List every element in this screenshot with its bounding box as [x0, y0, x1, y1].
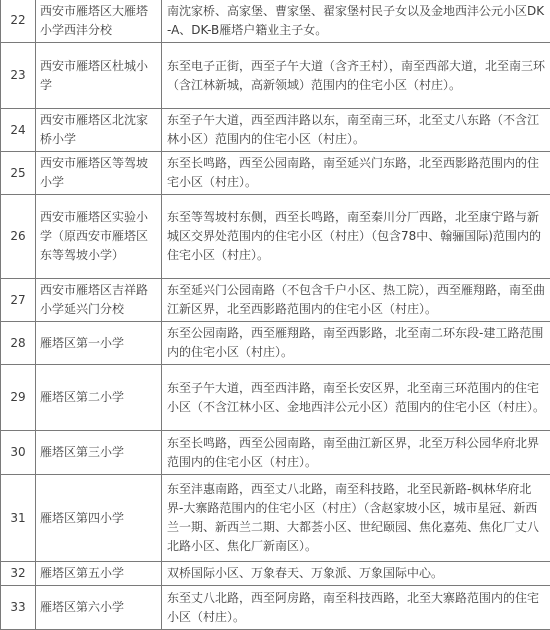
admission-area: 双桥国际小区、万象春天、万象派、万象国际中心。 [162, 562, 550, 586]
row-number: 31 [1, 475, 36, 562]
table-row [1, 562, 550, 586]
admission-area: 东至子午大道，西至西沣路以东，南至南三环，北至丈八东路（不含江林小区）范围内的住宅小区（村庄）。 [162, 109, 550, 152]
admission-area: 东至等驾坡村东侧，西至长鸣路，南至秦川分厂西路，北至康宁路与新城区交界处范围内的住宅小区（村庄）（包含78中、翰骊国际)范围内的住宅小区（村庄）。 [162, 195, 550, 279]
school-name: 西安市雁塔区等驾坡小学 [36, 152, 162, 195]
table-row [1, 43, 550, 109]
school-name: 雁塔区第三小学 [36, 431, 162, 475]
table-row [1, 0, 550, 43]
school-name: 雁塔区第一小学 [36, 322, 162, 365]
table-row [1, 431, 550, 475]
row-number: 26 [1, 195, 36, 279]
admission-area: 东至丈八北路，西至阿房路，南至科技西路，北至大寨路范围内的住宅小区（村庄）。 [162, 586, 550, 630]
row-number: 33 [1, 586, 36, 630]
admission-area: 东至沣惠南路，西至丈八北路，南至科技路，北至民新路-枫林华府北界-大寨路范围内的住宅小区（村庄）（含赵家坡小区，城市星冠、新西兰一期、新西兰二期、大都荟小区、世纪颐园、焦化嘉苑、焦化厂丈八北路小区、焦化厂新南区）。 [162, 475, 550, 562]
admission-area: 东至延兴门公园南路（不包含千户小区、热工院），西至雁翔路，南至曲江新区界，北至西影路范围内的住宅小区（村庄）。 [162, 279, 550, 322]
admission-area: 东至电子正街，西至子午大道（含齐王村），南至西部大道，北至南三环（含江林新城，高新领域）范围内的住宅小区（村庄）。 [162, 43, 550, 109]
table-row [1, 279, 550, 322]
row-number: 23 [1, 43, 36, 109]
table-row [1, 195, 550, 279]
table-row [1, 152, 550, 195]
school-name: 西安市雁塔区实验小学（原西安市雁塔区东等驾坡小学） [36, 195, 162, 279]
school-name: 西安市雁塔区杜城小学 [36, 43, 162, 109]
table-row [1, 322, 550, 365]
table-row [1, 586, 550, 630]
row-number: 30 [1, 431, 36, 475]
school-name: 西安市雁塔区大雁塔小学西沣分校 [36, 0, 162, 43]
row-number: 22 [1, 0, 36, 43]
row-number: 28 [1, 322, 36, 365]
row-number: 32 [1, 562, 36, 586]
row-number: 29 [1, 365, 36, 431]
admission-area: 南沈家桥、高家堡、曹家堡、翟家堡村民子女以及金地西沣公元小区DK-A、DK-B雁塔户籍业主子女。 [162, 0, 550, 43]
school-name: 西安市雁塔区北沈家桥小学 [36, 109, 162, 152]
table-row [1, 109, 550, 152]
row-number: 25 [1, 152, 36, 195]
school-name: 雁塔区第五小学 [36, 562, 162, 586]
school-name: 雁塔区第二小学 [36, 365, 162, 431]
row-number: 24 [1, 109, 36, 152]
table-row [1, 365, 550, 431]
school-name: 雁塔区第六小学 [36, 586, 162, 630]
school-name: 雁塔区第四小学 [36, 475, 162, 562]
table-row [1, 475, 550, 562]
admission-area: 东至子午大道，西至西沣路，南至长安区界，北至南三环范围内的住宅小区（不含江林小区、金地西沣公元小区）范围内的住宅小区（村庄）。 [162, 365, 550, 431]
school-name: 西安市雁塔区吉祥路小学延兴门分校 [36, 279, 162, 322]
admission-area: 东至长鸣路，西至公园南路，南至曲江新区界，北至万科公园华府北界范围内的住宅小区（村庄）。 [162, 431, 550, 475]
admission-area: 东至公园南路，西至雁翔路，南至西影路，北至南二环东段-建工路范围内的住宅小区（村庄）。 [162, 322, 550, 365]
admission-area: 东至长鸣路，西至公园南路，南至延兴门东路，北至西影路范围内的住宅小区（村庄）。 [162, 152, 550, 195]
row-number: 27 [1, 279, 36, 322]
